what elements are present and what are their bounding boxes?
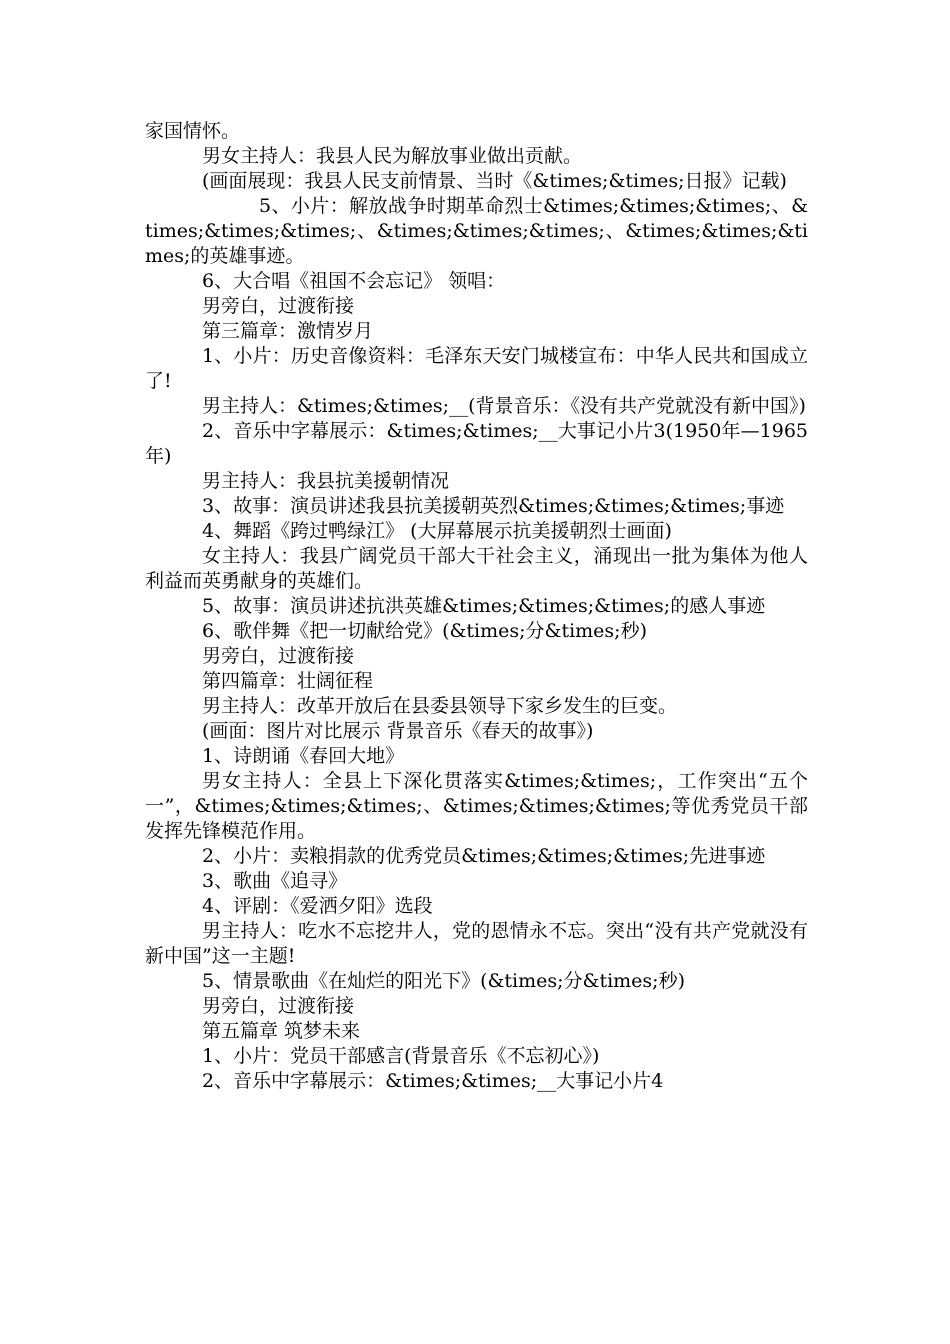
paragraph: 4、评剧：《爱洒夕阳》选段 [202, 895, 433, 917]
paragraph: 2、音乐中字幕展示：&times;&times;__大事记小片4 [202, 1070, 664, 1092]
paragraph: 5、故事：演员讲述抗洪英雄&times;&times;&times;的感人事迹 [202, 595, 766, 617]
paragraph: 1、小片：历史音像资料：毛泽东天安门城楼宣布：中华人民共和国成立了! [145, 345, 808, 392]
paragraph: (画面：图片对比展示 背景音乐《春天的故事》) [202, 720, 594, 742]
paragraph: 家国情怀。 [145, 120, 241, 142]
document-page [145, 0, 808, 1344]
paragraph: 2、小片：卖粮捐款的优秀党员&times;&times;&times;先进事迹 [202, 845, 766, 867]
paragraph: 男主持人：&times;&times;__(背景音乐：《没有共产党就没有新中国》) [202, 395, 806, 417]
paragraph: 男旁白，过渡衔接 [202, 645, 355, 667]
paragraph: 女主持人：我县广阔党员干部大干社会主义，涌现出一批为集体为他人利益而英勇献身的英雄们。 [145, 545, 808, 592]
paragraph: (画面展现：我县人民支前情景、当时《&times;&times;日报》记载) [202, 170, 787, 192]
document-body [145, 119, 808, 1094]
paragraph: 男主持人：吃水不忘挖井人，党的恩情永不忘。突出“没有共产党就没有新中国”这一主题! [145, 920, 808, 967]
paragraph: 男旁白，过渡衔接 [202, 995, 355, 1017]
paragraph: 男旁白，过渡衔接 [202, 295, 355, 317]
paragraph: 男女主持人：我县人民为解放事业做出贡献。 [202, 145, 583, 167]
section-heading: 第五篇章 筑梦未来 [202, 1020, 361, 1042]
paragraph: 男主持人：改革开放后在县委县领导下家乡发生的巨变。 [202, 695, 678, 717]
paragraph: 男女主持人：全县上下深化贯落实&times;&times;，工作突出“五个一”，&times;&times;&times;、&times;&times;&times;等优秀党员干部发挥先锋模范作用。 [145, 770, 808, 842]
paragraph: 1、小片：党员干部感言(背景音乐《不忘初心》) [202, 1045, 600, 1067]
paragraph: 3、故事：演员讲述我县抗美援朝英烈&times;&times;&times;事迹 [202, 495, 785, 517]
paragraph: 5、小片：解放战争时期革命烈士&times;&times;&times;、&times;&times;&times;、&times;&times;&times;、&times;&times;&times;的英雄事迹。 [145, 195, 808, 267]
paragraph: 4、舞蹈《跨过鸭绿江》 (大屏幕展示抗美援朝烈士画面) [202, 520, 672, 542]
paragraph: 男主持人：我县抗美援朝情况 [202, 470, 450, 492]
paragraph: 3、歌曲《追寻》 [202, 870, 348, 892]
section-heading: 第三篇章：激情岁月 [202, 320, 374, 342]
paragraph: 5、情景歌曲《在灿烂的阳光下》(&times;分&times;秒) [202, 970, 685, 992]
paragraph: 6、大合唱《祖国不会忘记》 领唱： [202, 270, 506, 292]
paragraph: 1、诗朗诵《春回大地》 [202, 745, 405, 767]
paragraph: 2、音乐中字幕展示：&times;&times;__大事记小片3(1950年—1965年) [145, 420, 808, 467]
section-heading: 第四篇章：壮阔征程 [202, 670, 374, 692]
paragraph: 6、歌伴舞《把一切献给党》(&times;分&times;秒) [202, 620, 647, 642]
